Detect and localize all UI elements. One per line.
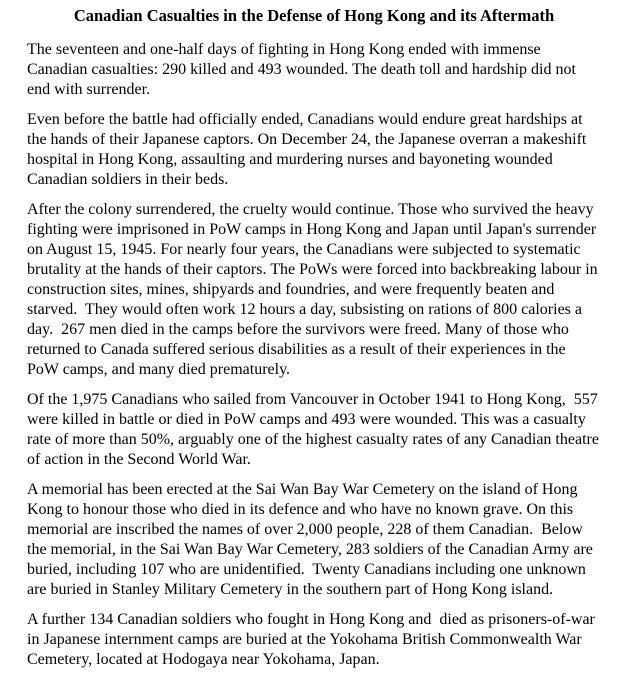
paragraph-casualty-rate: Of the 1,975 Canadians who sailed from Vancouver in October 1941 to Hong Kong, 557 were killed in battle or died in PoW camps and 493 were wounded. This was a casualty rate of more than 50%, arguably one of the highest casualty rates of any Canadian theatre of action in the Second World War. (27, 391, 603, 468)
paragraph-casualty-summary: The seventeen and one-half days of fighting in Hong Kong ended with immense Canadian casualties: 290 killed and 493 wounded. The death toll and hardship did not end with surrender. (27, 41, 580, 98)
paragraph-hospital-atrocity: Even before the battle had officially ended, Canadians would endure great hardships at the hands of their Japanese captors. On December 24, the Japanese overran a makeshift hospital in Hong Kong, assaulting and murdering nurses and bayoneting wounded Canadian soldiers in their beds. (27, 111, 591, 188)
paragraph-sai-wan-memorial: A memorial has been erected at the Sai Wan Bay War Cemetery on the island of Hong Kong to honour those who died in its defence and who have no known grave. On this memorial are inscribed the names of over 2,000 people, 228 of them Canadian. Below the memorial, in the Sai Wan Bay War Cemetery, 283 soldiers of the Canadian Army are buried, including 107 who are unidentified. Twenty Canadians including one unknown are buried in Stanley Military Cemetery in the southern part of Hong Kong island. (27, 481, 597, 598)
paragraph-pow-camps: After the colony surrendered, the cruelty would continue. Those who survived the heavy fighting were imprisoned in PoW camps in Hong Kong and Japan until Japan's surrender on August 15, 1945. For nearly four years, the Canadians were subjected to systematic brutality at the hands of their captors. The PoWs were forced into backbreaking labour in construction sites, mines, shipyards and foundries, and were frequently beaten and starved. They would often work 12 hours a day, subsisting on rations of 800 calories a day. 267 men died in the camps before the survivors were freed. Many of those who returned to Canada suffered serious disabilities as a result of their experiences in the PoW camps, and many died prematurely. (27, 201, 602, 378)
document-title: Canadian Casualties in the Defense of Hong Kong and its Aftermath (73, 6, 555, 25)
paragraph-yokohama-cemetery: A further 134 Canadian soldiers who fought in Hong Kong and died as prisoners-of-war in Japanese internment camps are buried at the Yokohama British Commonwealth War Cemetery, located at Hodogaya near Yokohama, Japan. (27, 611, 599, 668)
